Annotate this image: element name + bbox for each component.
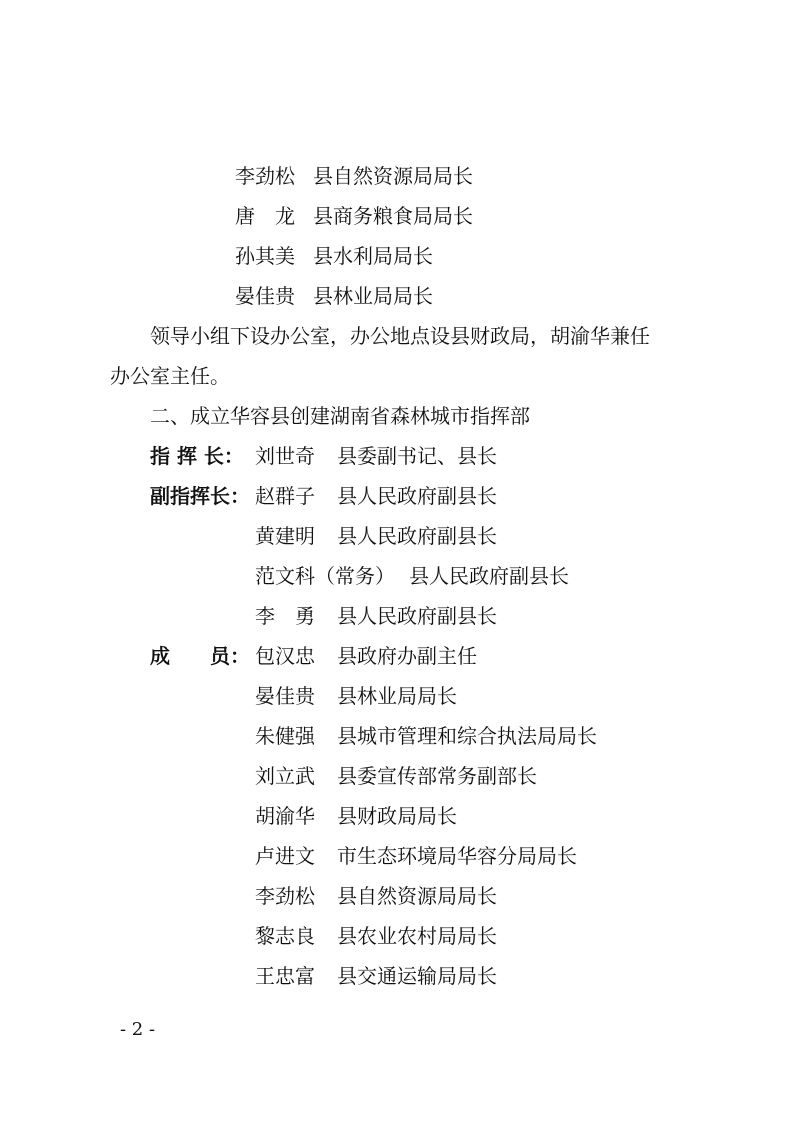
member-name: 包汉忠 [255, 644, 315, 668]
member-name: 卢进文 [255, 844, 315, 868]
member-name: 王忠富 [255, 964, 315, 988]
member-row [150, 644, 477, 668]
commander-name: 刘世奇 [255, 444, 315, 468]
member-title: 县商务粮食局局长 [313, 204, 473, 228]
member-title: 县林业局局长 [337, 684, 457, 708]
member-row [255, 684, 457, 708]
deputy-commander-label: 副指挥长： [150, 484, 250, 508]
member-title: 县财政局局长 [337, 804, 457, 828]
group-member-row [235, 284, 433, 308]
deputy-title: 县人民政府副县长 [409, 564, 569, 588]
commander-label: 指 挥 长： [150, 444, 244, 468]
member-title: 县水利局局长 [313, 244, 433, 268]
deputy-title: 县人民政府副县长 [337, 524, 497, 548]
deputy-name: 范文科（常务） [255, 564, 395, 588]
deputy-commander-row [150, 484, 497, 508]
member-name: 孙其美 [235, 244, 295, 268]
member-title: 县自然资源局局长 [313, 164, 473, 188]
group-member-row [235, 164, 473, 188]
member-name: 黎志良 [255, 924, 315, 948]
members-label: 成 员： [150, 644, 250, 668]
member-name: 刘立武 [255, 764, 315, 788]
member-row [255, 924, 497, 948]
member-title: 市生态环境局华容分局局长 [337, 844, 577, 868]
member-row [255, 724, 597, 748]
member-title: 县农业农村局局长 [337, 924, 497, 948]
section-heading: 二、成立华容县创建湖南省森林城市指挥部 [150, 404, 530, 428]
deputy-name: 黄建明 [255, 524, 315, 548]
member-row [255, 764, 537, 788]
group-member-row [235, 244, 433, 268]
deputy-title: 县人民政府副县长 [337, 604, 497, 628]
office-paragraph-line-2: 办公室主任。 [110, 364, 230, 388]
member-name: 朱健强 [255, 724, 315, 748]
deputy-commander-row [255, 604, 497, 628]
member-title: 县林业局局长 [313, 284, 433, 308]
deputy-title: 县人民政府副县长 [337, 484, 497, 508]
deputy-name: 李 勇 [255, 604, 315, 628]
member-name: 晏佳贵 [255, 684, 315, 708]
member-title: 县交通运输局局长 [337, 964, 497, 988]
member-row [255, 884, 497, 908]
commander-row [150, 444, 497, 468]
member-title: 县城市管理和综合执法局局长 [337, 724, 597, 748]
page-number: - 2 - [120, 1019, 156, 1040]
member-name: 李劲松 [235, 164, 295, 188]
commander-title: 县委副书记、县长 [337, 444, 497, 468]
deputy-commander-row [255, 564, 569, 588]
member-name: 晏佳贵 [235, 284, 295, 308]
member-title: 县政府办副主任 [337, 644, 477, 668]
deputy-name: 赵群子 [255, 484, 315, 508]
member-name: 李劲松 [255, 884, 315, 908]
member-title: 县委宣传部常务副部长 [337, 764, 537, 788]
deputy-commander-row [255, 524, 497, 548]
office-paragraph-line-1: 领导小组下设办公室，办公地点设县财政局，胡渝华兼任 [150, 324, 650, 348]
member-name: 唐 龙 [235, 204, 295, 228]
member-title: 县自然资源局局长 [337, 884, 497, 908]
member-row [255, 964, 497, 988]
member-name: 胡渝华 [255, 804, 315, 828]
group-member-row [235, 204, 473, 228]
member-row [255, 804, 457, 828]
member-row [255, 844, 577, 868]
